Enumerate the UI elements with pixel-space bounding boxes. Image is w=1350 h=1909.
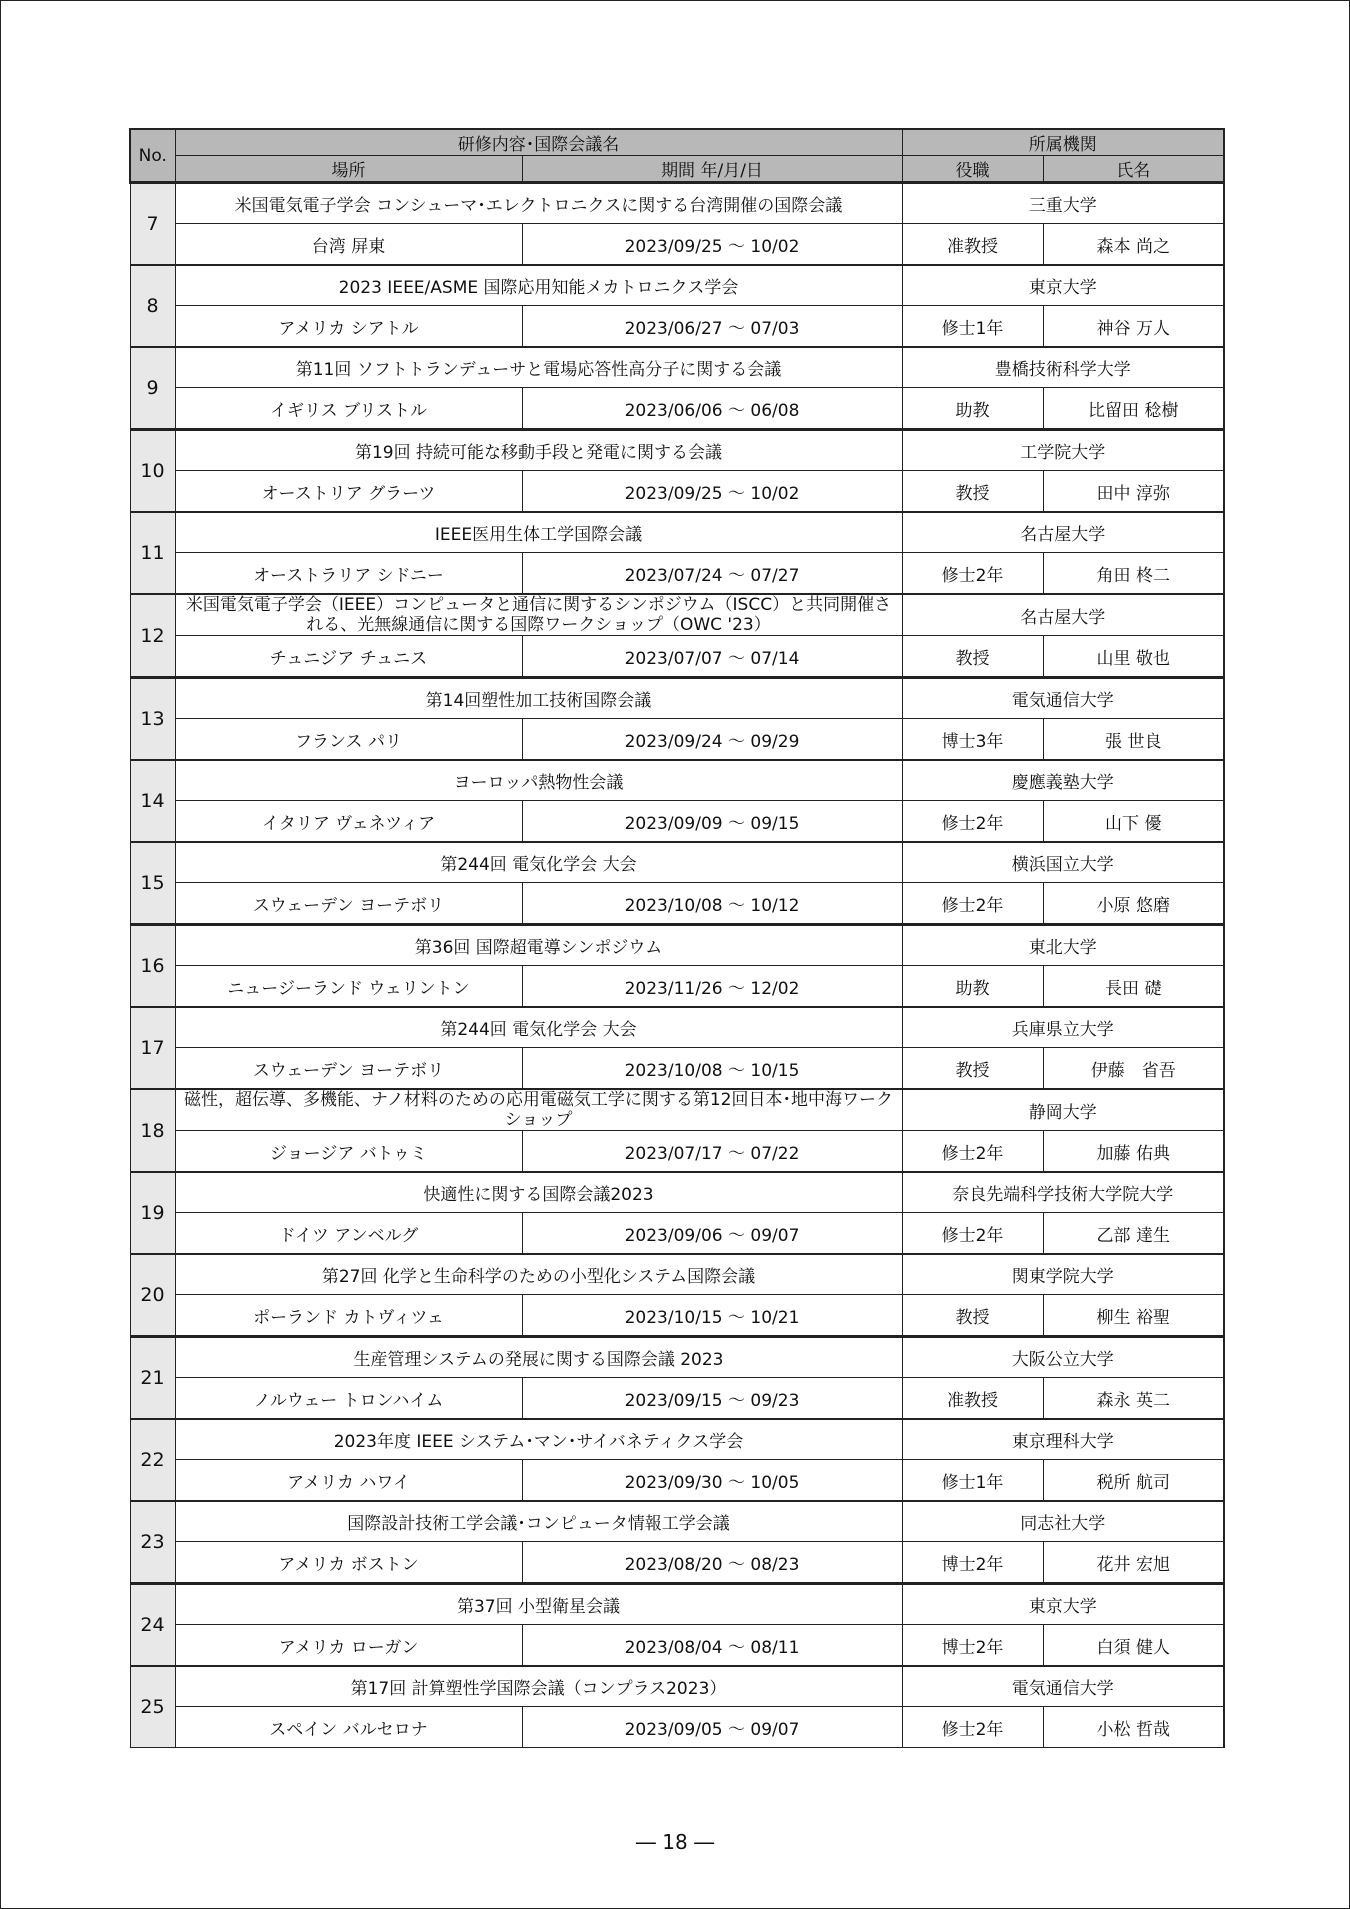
header-period: 期間 年/月/日 bbox=[522, 156, 902, 183]
person-name: 柳生 裕聖 bbox=[1043, 1295, 1224, 1337]
page-number: ― 18 ― bbox=[635, 1830, 715, 1854]
table-row bbox=[130, 471, 1224, 513]
table-row bbox=[130, 760, 1224, 801]
place: スウェーデン ヨーテボリ bbox=[175, 883, 522, 925]
period: 2023/07/07 ～ 07/14 bbox=[522, 636, 902, 678]
institution: 兵庫県立大学 bbox=[902, 1007, 1224, 1048]
position: 修士2年 bbox=[902, 1131, 1043, 1173]
position: 修士1年 bbox=[902, 306, 1043, 348]
place: ニュージーランド ウェリントン bbox=[175, 966, 522, 1008]
conference-title: 第14回塑性加工技術国際会議 bbox=[175, 678, 902, 719]
entry-number: 25 bbox=[130, 1666, 175, 1748]
table-row bbox=[130, 719, 1224, 761]
position: 修士2年 bbox=[902, 553, 1043, 595]
place: 台湾 屏東 bbox=[175, 224, 522, 266]
table-row bbox=[130, 678, 1224, 719]
table-row bbox=[130, 925, 1224, 966]
table-row bbox=[130, 1295, 1224, 1337]
conference-title: 2023 IEEE/ASME 国際応用知能メカトロニクス学会 bbox=[175, 265, 902, 306]
conference-title: 第244回 電気化学会 大会 bbox=[175, 842, 902, 883]
entry-number: 10 bbox=[130, 430, 175, 513]
person-name: 山下 優 bbox=[1043, 801, 1224, 843]
period: 2023/09/24 ～ 09/29 bbox=[522, 719, 902, 761]
place: イタリア ヴェネツィア bbox=[175, 801, 522, 843]
place: アメリカ ローガン bbox=[175, 1625, 522, 1667]
table-row bbox=[130, 1625, 1224, 1667]
place: アメリカ ハワイ bbox=[175, 1460, 522, 1502]
table-body bbox=[130, 183, 1224, 1748]
entry-number: 22 bbox=[130, 1419, 175, 1501]
person-name: 白須 健人 bbox=[1043, 1625, 1224, 1667]
institution: 三重大学 bbox=[902, 183, 1224, 224]
person-name: 張 世良 bbox=[1043, 719, 1224, 761]
conference-title: 第11回 ソフトトランデューサと電場応答性高分子に関する会議 bbox=[175, 347, 902, 388]
table-row bbox=[130, 265, 1224, 306]
person-name: 小原 悠磨 bbox=[1043, 883, 1224, 925]
header-content-title: 研修内容･国際会議名 bbox=[175, 129, 902, 156]
place: オーストラリア シドニー bbox=[175, 553, 522, 595]
position: 修士2年 bbox=[902, 801, 1043, 843]
institution: 豊橋技術科学大学 bbox=[902, 347, 1224, 388]
period: 2023/08/20 ～ 08/23 bbox=[522, 1542, 902, 1584]
entry-number: 17 bbox=[130, 1007, 175, 1089]
institution: 慶應義塾大学 bbox=[902, 760, 1224, 801]
person-name: 比留田 稔樹 bbox=[1043, 388, 1224, 430]
institution: 大阪公立大学 bbox=[902, 1337, 1224, 1378]
header-affiliation: 所属機関 bbox=[902, 129, 1224, 156]
header-place: 場所 bbox=[175, 156, 522, 183]
table-row bbox=[130, 1048, 1224, 1090]
table-row bbox=[130, 430, 1224, 471]
conference-title: ヨーロッパ熱物性会議 bbox=[175, 760, 902, 801]
person-name: 山里 敬也 bbox=[1043, 636, 1224, 678]
place: アメリカ ボストン bbox=[175, 1542, 522, 1584]
conference-title: 第244回 電気化学会 大会 bbox=[175, 1007, 902, 1048]
entry-number: 18 bbox=[130, 1089, 175, 1172]
table-row bbox=[130, 306, 1224, 348]
period: 2023/09/25 ～ 10/02 bbox=[522, 471, 902, 513]
table-row bbox=[130, 1089, 1224, 1131]
conference-title: 第27回 化学と生命科学のための小型化システム国際会議 bbox=[175, 1254, 902, 1295]
header-position: 役職 bbox=[902, 156, 1043, 183]
person-name: 伊藤 省吾 bbox=[1043, 1048, 1224, 1090]
table-row bbox=[130, 347, 1224, 388]
institution: 奈良先端科学技術大学院大学 bbox=[902, 1172, 1224, 1213]
entry-number: 11 bbox=[130, 512, 175, 594]
table-row bbox=[130, 1378, 1224, 1420]
table-row bbox=[130, 801, 1224, 843]
place: ポーランド カトヴィツェ bbox=[175, 1295, 522, 1337]
position: 博士3年 bbox=[902, 719, 1043, 761]
period: 2023/07/17 ～ 07/22 bbox=[522, 1131, 902, 1173]
place: アメリカ シアトル bbox=[175, 306, 522, 348]
table-row bbox=[130, 1007, 1224, 1048]
institution: 東京大学 bbox=[902, 265, 1224, 306]
institution: 電気通信大学 bbox=[902, 678, 1224, 719]
table-row bbox=[130, 1172, 1224, 1213]
place: スペイン バルセロナ bbox=[175, 1707, 522, 1748]
person-name: 田中 淳弥 bbox=[1043, 471, 1224, 513]
person-name: 乙部 達生 bbox=[1043, 1213, 1224, 1255]
table-row bbox=[130, 553, 1224, 595]
entry-number: 15 bbox=[130, 842, 175, 925]
table-row bbox=[130, 1666, 1224, 1707]
conference-title: 国際設計技術工学会議･コンピュータ情報工学会議 bbox=[175, 1501, 902, 1542]
institution: 横浜国立大学 bbox=[902, 842, 1224, 883]
place: ノルウェー トロンハイム bbox=[175, 1378, 522, 1420]
table-row bbox=[130, 1501, 1224, 1542]
conference-title: 2023年度 IEEE システム･マン･サイバネティクス学会 bbox=[175, 1419, 902, 1460]
position: 准教授 bbox=[902, 224, 1043, 266]
position: 助教 bbox=[902, 966, 1043, 1008]
entry-number: 24 bbox=[130, 1584, 175, 1667]
table-row bbox=[130, 1542, 1224, 1584]
person-name: 角田 柊二 bbox=[1043, 553, 1224, 595]
period: 2023/06/27 ～ 07/03 bbox=[522, 306, 902, 348]
conference-title: 米国電気電子学会 コンシューマ･エレクトロニクスに関する台湾開催の国際会議 bbox=[175, 183, 902, 224]
period: 2023/09/30 ～ 10/05 bbox=[522, 1460, 902, 1502]
entry-number: 13 bbox=[130, 678, 175, 761]
person-name: 小松 哲哉 bbox=[1043, 1707, 1224, 1748]
period: 2023/08/04 ～ 08/11 bbox=[522, 1625, 902, 1667]
entry-number: 14 bbox=[130, 760, 175, 842]
institution: 電気通信大学 bbox=[902, 1666, 1224, 1707]
table-row bbox=[130, 183, 1224, 224]
entry-number: 7 bbox=[130, 183, 175, 266]
entry-number: 8 bbox=[130, 265, 175, 347]
period: 2023/09/05 ～ 09/07 bbox=[522, 1707, 902, 1748]
person-name: 森永 英二 bbox=[1043, 1378, 1224, 1420]
conference-title: 第37回 小型衛星会議 bbox=[175, 1584, 902, 1625]
conference-title: 快適性に関する国際会議2023 bbox=[175, 1172, 902, 1213]
entry-number: 9 bbox=[130, 347, 175, 430]
position: 教授 bbox=[902, 636, 1043, 678]
place: チュニジア チュニス bbox=[175, 636, 522, 678]
entry-number: 23 bbox=[130, 1501, 175, 1584]
table-row bbox=[130, 1419, 1224, 1460]
header-name: 氏名 bbox=[1043, 156, 1224, 183]
table-row bbox=[130, 966, 1224, 1008]
period: 2023/10/08 ～ 10/15 bbox=[522, 1048, 902, 1090]
table-row bbox=[130, 1460, 1224, 1502]
period: 2023/10/15 ～ 10/21 bbox=[522, 1295, 902, 1337]
position: 准教授 bbox=[902, 1378, 1043, 1420]
person-name: 花井 宏旭 bbox=[1043, 1542, 1224, 1584]
period: 2023/09/06 ～ 09/07 bbox=[522, 1213, 902, 1255]
period: 2023/11/26 ～ 12/02 bbox=[522, 966, 902, 1008]
person-name: 税所 航司 bbox=[1043, 1460, 1224, 1502]
period: 2023/09/15 ～ 09/23 bbox=[522, 1378, 902, 1420]
conference-title: 磁性，超伝導、多機能、ナノ材料のための応用電磁気工学に関する第12回日本･地中海ワークショップ bbox=[175, 1089, 902, 1131]
place: オーストリア グラーツ bbox=[175, 471, 522, 513]
table-row bbox=[130, 512, 1224, 553]
position: 助教 bbox=[902, 388, 1043, 430]
institution: 同志社大学 bbox=[902, 1501, 1224, 1542]
entry-number: 16 bbox=[130, 925, 175, 1008]
entry-number: 12 bbox=[130, 594, 175, 678]
position: 博士2年 bbox=[902, 1542, 1043, 1584]
conference-title: 生産管理システムの発展に関する国際会議 2023 bbox=[175, 1337, 902, 1378]
entry-number: 21 bbox=[130, 1337, 175, 1420]
institution: 東京理科大学 bbox=[902, 1419, 1224, 1460]
table-row bbox=[130, 1337, 1224, 1378]
place: スウェーデン ヨーテボリ bbox=[175, 1048, 522, 1090]
table-row bbox=[130, 388, 1224, 430]
institution: 東北大学 bbox=[902, 925, 1224, 966]
place: フランス パリ bbox=[175, 719, 522, 761]
place: ジョージア バトゥミ bbox=[175, 1131, 522, 1173]
institution: 名古屋大学 bbox=[902, 594, 1224, 636]
position: 修士2年 bbox=[902, 1213, 1043, 1255]
period: 2023/06/06 ～ 06/08 bbox=[522, 388, 902, 430]
table-row bbox=[130, 842, 1224, 883]
entry-number: 20 bbox=[130, 1254, 175, 1337]
person-name: 森本 尚之 bbox=[1043, 224, 1224, 266]
institution: 東京大学 bbox=[902, 1584, 1224, 1625]
conference-title: IEEE医用生体工学国際会議 bbox=[175, 512, 902, 553]
institution: 関東学院大学 bbox=[902, 1254, 1224, 1295]
institution: 名古屋大学 bbox=[902, 512, 1224, 553]
table-row bbox=[130, 1131, 1224, 1173]
table-row bbox=[130, 224, 1224, 266]
table-row bbox=[130, 1584, 1224, 1625]
institution: 工学院大学 bbox=[902, 430, 1224, 471]
conference-title: 第17回 計算塑性学国際会議（コンプラス2023） bbox=[175, 1666, 902, 1707]
position: 修士2年 bbox=[902, 1707, 1043, 1748]
position: 修士2年 bbox=[902, 883, 1043, 925]
table-row bbox=[130, 594, 1224, 636]
person-name: 神谷 万人 bbox=[1043, 306, 1224, 348]
position: 教授 bbox=[902, 1048, 1043, 1090]
person-name: 長田 礎 bbox=[1043, 966, 1224, 1008]
place: ドイツ アンベルグ bbox=[175, 1213, 522, 1255]
conference-title: 第19回 持続可能な移動手段と発電に関する会議 bbox=[175, 430, 902, 471]
table-row bbox=[130, 1213, 1224, 1255]
position: 教授 bbox=[902, 471, 1043, 513]
conference-title: 米国電気電子学会（IEEE）コンピュータと通信に関するシンポジウム（ISCC）と共同開催される、光無線通信に関する国際ワークショップ（OWC '23） bbox=[175, 594, 902, 636]
period: 2023/07/24 ～ 07/27 bbox=[522, 553, 902, 595]
period: 2023/09/25 ～ 10/02 bbox=[522, 224, 902, 266]
position: 教授 bbox=[902, 1295, 1043, 1337]
position: 博士2年 bbox=[902, 1625, 1043, 1667]
conference-title: 第36回 国際超電導シンポジウム bbox=[175, 925, 902, 966]
table-row bbox=[130, 1254, 1224, 1295]
institution: 静岡大学 bbox=[902, 1089, 1224, 1131]
entry-number: 19 bbox=[130, 1172, 175, 1254]
period: 2023/09/09 ～ 09/15 bbox=[522, 801, 902, 843]
position: 修士1年 bbox=[902, 1460, 1043, 1502]
conference-table bbox=[129, 128, 1225, 1748]
person-name: 加藤 佑典 bbox=[1043, 1131, 1224, 1173]
period: 2023/10/08 ～ 10/12 bbox=[522, 883, 902, 925]
table-row bbox=[130, 636, 1224, 678]
header-row-2 bbox=[130, 156, 1224, 183]
place: イギリス ブリストル bbox=[175, 388, 522, 430]
table-row bbox=[130, 883, 1224, 925]
table-row bbox=[130, 1707, 1224, 1748]
header-row-1 bbox=[130, 129, 1224, 156]
header-no: No. bbox=[130, 129, 175, 183]
